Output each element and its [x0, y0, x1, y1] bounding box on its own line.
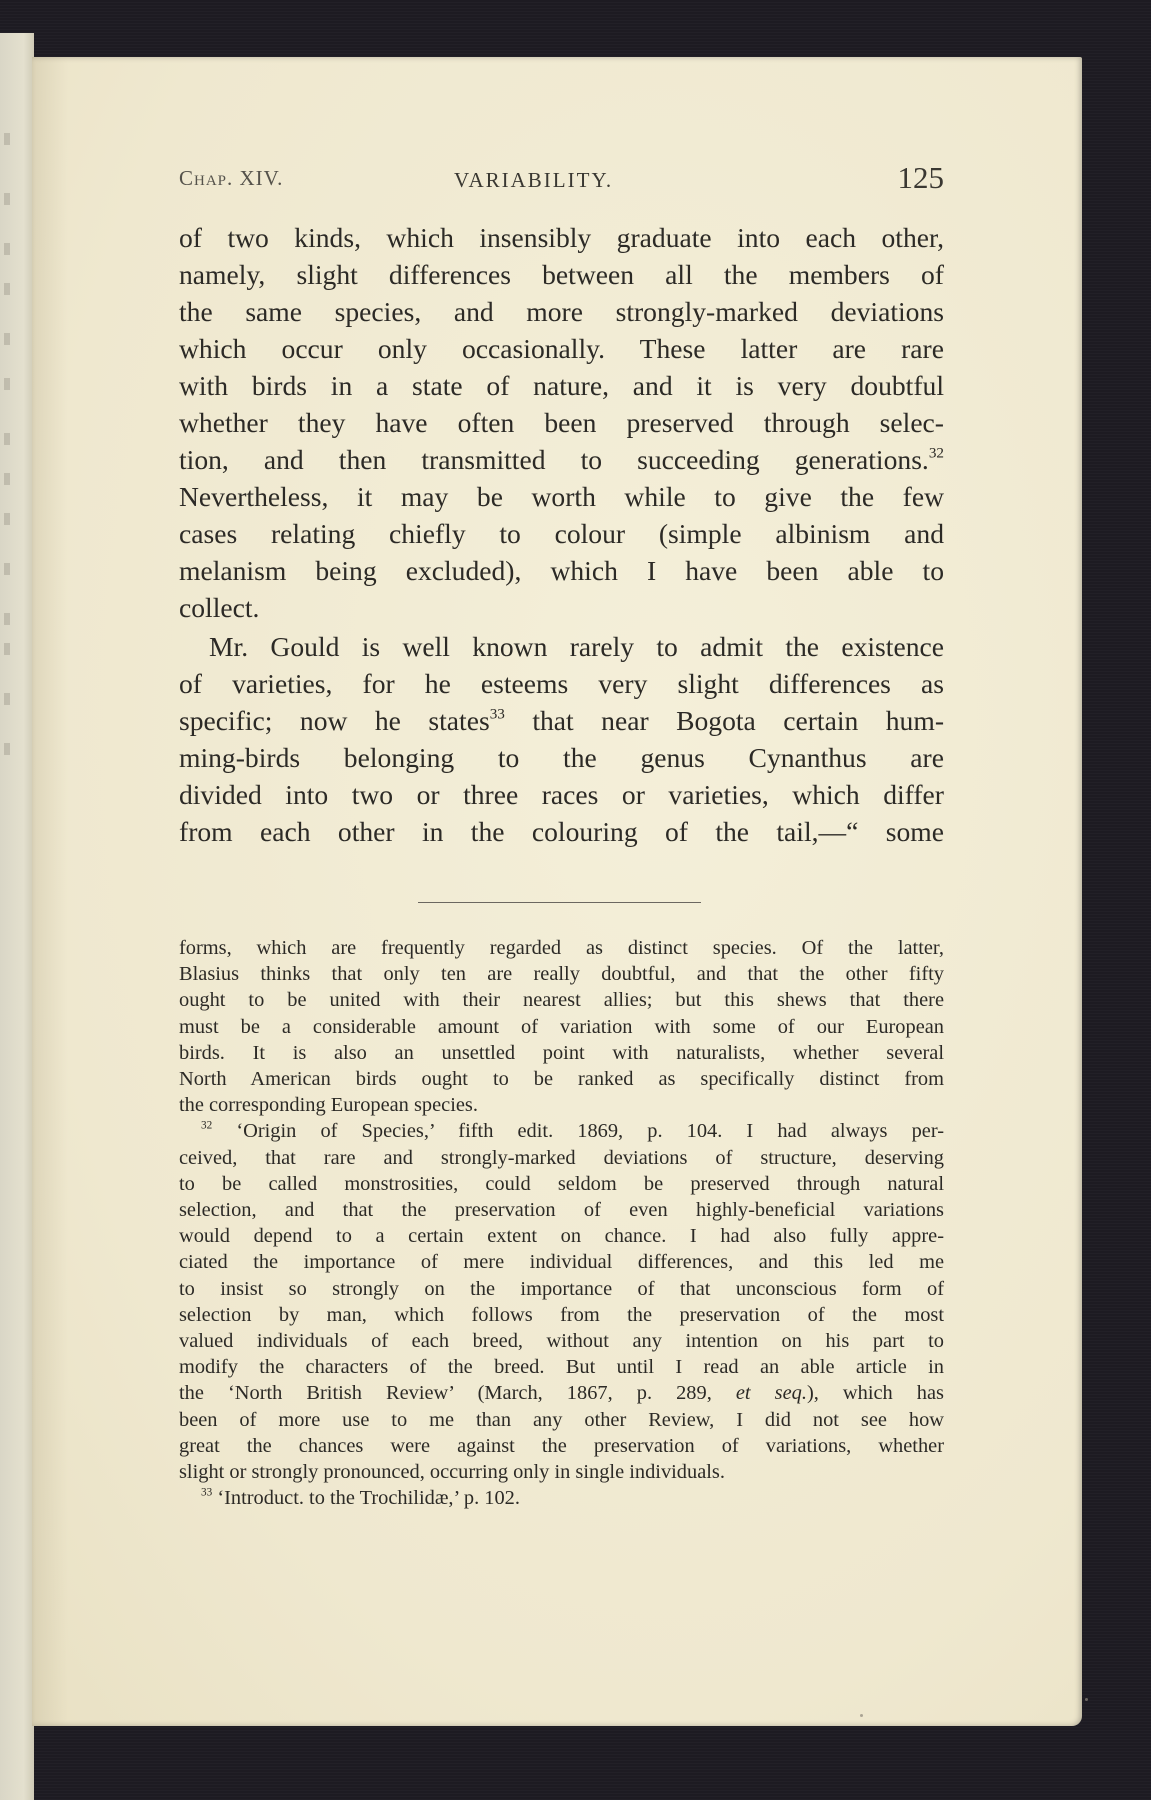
bleed-through-mark	[4, 513, 10, 525]
text-line: ceived, that rare and strongly-marked deviations of structure, deserving	[179, 1146, 944, 1169]
text-line	[179, 702, 944, 739]
text-line: which occur only occasionally. These latter are rare	[179, 333, 944, 364]
text-line	[179, 1380, 944, 1406]
bleed-through-mark	[4, 743, 10, 755]
bleed-through-mark	[4, 693, 10, 705]
text-line: to insist so strongly on the importance of that unconscious form of	[179, 1277, 944, 1300]
text-line: birds. It is also an unsettled point with naturalists, whether several	[179, 1041, 944, 1064]
paragraph	[179, 628, 944, 850]
text-fragment: the ‘North British Review’ (March, 1867, p. 289,	[179, 1382, 736, 1405]
footnote-continued	[179, 935, 944, 1118]
text-line: ought to be united with their nearest allies; but this shews that there	[179, 989, 944, 1012]
text-line: Nevertheless, it may be worth while to give the few	[179, 481, 944, 512]
bleed-through-mark	[4, 243, 10, 255]
text-line: great the chances were against the preservation of variations, whether	[179, 1434, 944, 1457]
italic-latin: et seq.	[735, 1382, 807, 1405]
text-line: from each other in the colouring of the tail,—“ some	[179, 816, 944, 847]
dust-speck	[1085, 1698, 1088, 1701]
text-line: North American birds ought to be ranked as specifically distinct from	[179, 1068, 944, 1091]
bleed-through-mark	[4, 473, 10, 485]
footnote-ref-32[interactable]: 32	[928, 444, 944, 462]
text-line: valued individuals of each breed, without any intention on his part to	[179, 1330, 944, 1353]
text-line: been of more use to me than any other Review, I did not see how	[179, 1408, 944, 1431]
text-line: melanism being excluded), which I have been able to	[179, 555, 944, 586]
previous-page-edge	[0, 33, 34, 1800]
bleed-through-mark	[4, 613, 10, 625]
page-number: 125	[897, 160, 944, 195]
text-line	[179, 441, 944, 478]
text-line: divided into two or three races or varieties, which differ	[179, 779, 944, 810]
text-line: forms, which are frequently regarded as distinct species. Of the latter,	[179, 937, 944, 959]
text-fragment: tion, and then transmitted to succeeding generations.	[179, 444, 929, 475]
bleed-through-mark	[4, 433, 10, 445]
text-fragment: that near Bogota certain hum-	[504, 705, 945, 736]
footnotes	[179, 935, 944, 1511]
page-gutter-shadow	[32, 57, 68, 1726]
footnote-number: 33	[201, 1486, 213, 1499]
bleed-through-mark	[4, 563, 10, 575]
text-line: would depend to a certain extent on chance. I had also fully appre-	[179, 1225, 944, 1248]
text-line: of varieties, for he esteems very slight differences as	[179, 668, 944, 699]
footnote-33	[179, 1485, 944, 1511]
bleed-through-mark	[4, 283, 10, 295]
text-fragment: ‘Origin of Species,’ fifth edit. 1869, p. 104. I had always per-	[236, 1120, 944, 1143]
bleed-through-mark	[4, 133, 10, 145]
text-line: with birds in a state of nature, and it is very doubtful	[179, 370, 944, 401]
text-line: modify the characters of the breed. But until I read an able article in	[179, 1356, 944, 1379]
paragraph	[179, 219, 944, 626]
text-line: to be called monstrosities, could seldom be preserved through natural	[179, 1172, 944, 1195]
text-line: the same species, and more strongly-marked deviations	[179, 296, 944, 327]
footnote-number: 32	[201, 1120, 213, 1133]
bleed-through-mark	[4, 643, 10, 655]
footnote-32	[179, 1118, 944, 1485]
text-line: of two kinds, which insensibly graduate into each other,	[179, 222, 944, 253]
text-line: whether they have often been preserved through selec-	[179, 407, 944, 438]
text-line	[179, 1485, 944, 1511]
text-line: slight or strongly pronounced, occurring only in single individuals.	[179, 1461, 725, 1484]
text-line: the corresponding European species.	[179, 1094, 478, 1117]
text-line: Mr. Gould is well known rarely to admit the existence	[209, 631, 944, 662]
text-line: ciated the importance of mere individual differences, and this led me	[179, 1251, 944, 1274]
text-line: selection, and that the preservation of even highly-beneficial variations	[179, 1199, 944, 1222]
text-line: selection by man, which follows from the preservation of the most	[179, 1303, 944, 1326]
text-line: namely, slight differences between all the members of	[179, 259, 944, 290]
text-line: collect.	[179, 592, 260, 623]
body-text	[179, 219, 944, 850]
bleed-through-mark	[4, 193, 10, 205]
text-fragment: specific; now he states	[179, 705, 490, 736]
text-line: cases relating chiefly to colour (simple albinism and	[179, 518, 944, 549]
chapter-label: Chap. XIV.	[179, 166, 284, 190]
footnote-ref-33[interactable]: 33	[489, 705, 505, 723]
text-line: must be a considerable amount of variation with some of our European	[179, 1015, 944, 1038]
text-line: Blasius thinks that only ten are really doubtful, and that the other fifty	[179, 963, 944, 986]
paper-speck	[860, 1714, 863, 1717]
text-fragment: ‘Introduct. to the Trochilidæ,’ p. 102.	[217, 1487, 520, 1510]
running-title: VARIABILITY.	[454, 168, 614, 192]
footnote-separator	[418, 902, 701, 903]
text-fragment: ), which has	[806, 1382, 944, 1405]
bleed-through-mark	[4, 333, 10, 345]
text-line	[179, 1118, 944, 1144]
text-line: ming-birds belonging to the genus Cynanthus are	[179, 742, 944, 773]
running-head	[179, 160, 944, 200]
bleed-through-mark	[4, 378, 10, 390]
